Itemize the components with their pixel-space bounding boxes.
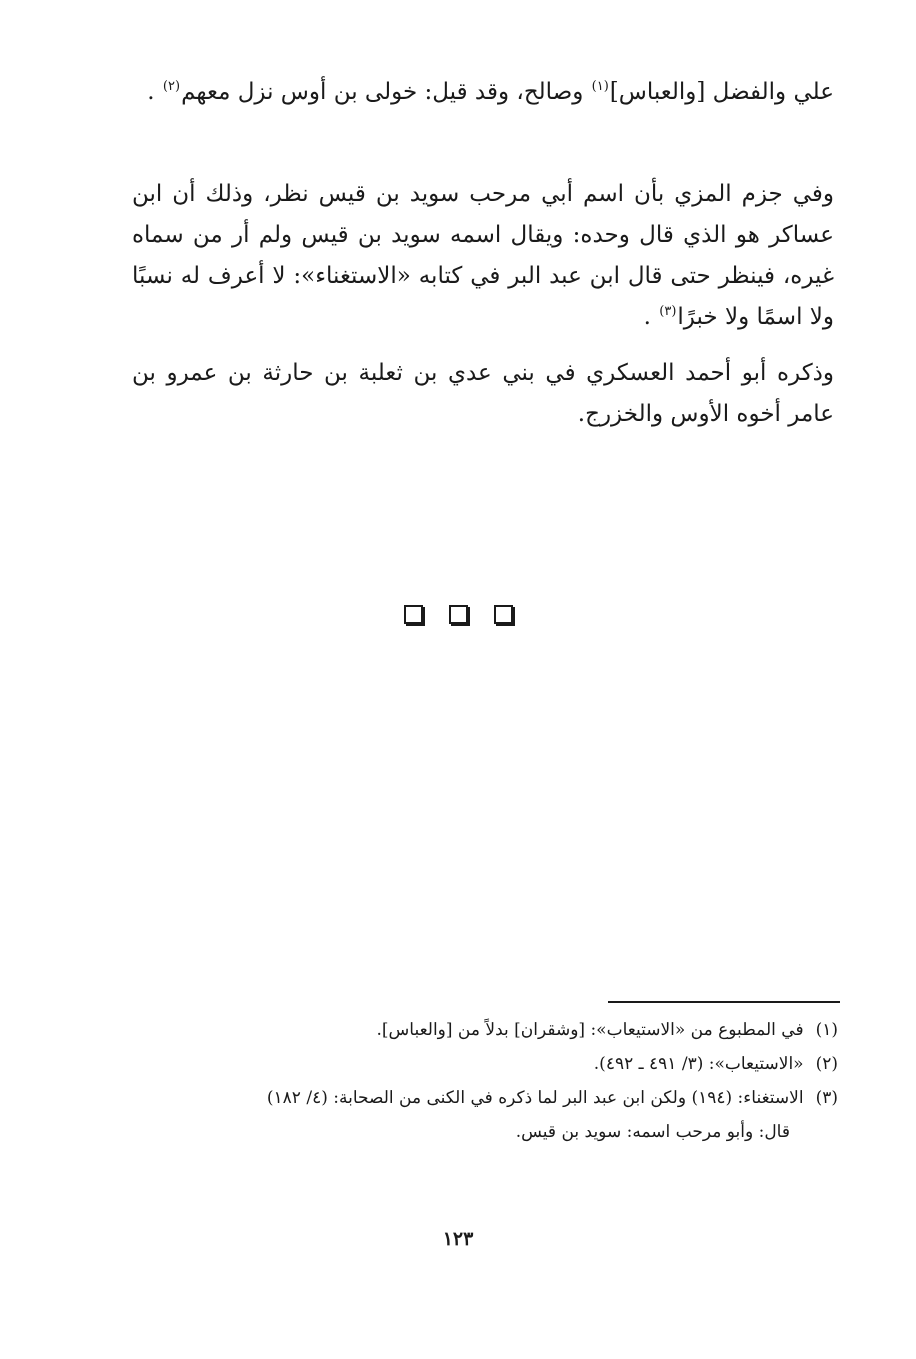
paragraph-1-text-c: . bbox=[147, 79, 162, 105]
square-ornament-icon bbox=[494, 605, 513, 624]
footnotes-section bbox=[136, 1016, 838, 1152]
paragraph-1-text-a: علي والفضل [والعباس] bbox=[609, 79, 834, 105]
paragraph-3-text: وذكره أبو أحمد العسكري في بني عدي بن ثعلبة بن حارثة بن عمرو بن عامر أخوه الأوس والخزرج. bbox=[132, 360, 834, 427]
paragraph-3 bbox=[132, 353, 834, 435]
footnote-ref-1: (١) bbox=[591, 79, 609, 95]
section-separator bbox=[0, 605, 916, 624]
footnote-ref-3: (٣) bbox=[659, 304, 677, 320]
square-ornament-icon bbox=[404, 605, 423, 624]
paragraph-2-text-a: وفي جزم المزي بأن اسم أبي مرحب سويد بن قيس نظر، وذلك أن ابن عساكر هو الذي قال وحده: ويقال اسمه سويد بن قيس ولم أر من سماه غيره، فينظر حتى قال ابن عبد البر في كتابه «الاستغناء»: لا أعرف له نسبًا ولا اسمًا ولا خبرًا bbox=[132, 181, 834, 330]
footnote-2-number: (٢) bbox=[815, 1054, 838, 1074]
footnote-2 bbox=[136, 1050, 838, 1078]
footnote-3-text: الاستغناء: (١٩٤) ولكن ابن عبد البر لما ذكره في الكنى من الصحابة: (٤/ ١٨٢) bbox=[266, 1088, 804, 1108]
footnote-1-text: في المطبوع من «الاستيعاب»: [وشقران] بدلاً من [والعباس]. bbox=[376, 1020, 804, 1040]
paragraph-2-text-b: . bbox=[643, 304, 659, 330]
footnote-divider bbox=[608, 1001, 840, 1003]
footnote-3 bbox=[136, 1084, 838, 1112]
footnote-ref-2: (٢) bbox=[162, 79, 181, 95]
square-ornament-icon bbox=[449, 605, 468, 624]
footnote-1 bbox=[136, 1016, 838, 1044]
footnote-2-text: «الاستيعاب»: (٣/ ٤٩١ ـ ٤٩٢). bbox=[593, 1054, 804, 1074]
footnote-3-continuation: قال: وأبو مرحب اسمه: سويد بن قيس. bbox=[515, 1122, 790, 1142]
footnote-3-number: (٣) bbox=[815, 1088, 838, 1108]
paragraph-1-text-b: وصالح، وقد قيل: خولى بن أوس نزل معهم bbox=[181, 79, 591, 105]
page-number: ١٢٣ bbox=[442, 1228, 474, 1250]
paragraph-1 bbox=[132, 72, 834, 113]
paragraph-2 bbox=[132, 174, 834, 338]
footnote-1-number: (١) bbox=[815, 1020, 838, 1040]
